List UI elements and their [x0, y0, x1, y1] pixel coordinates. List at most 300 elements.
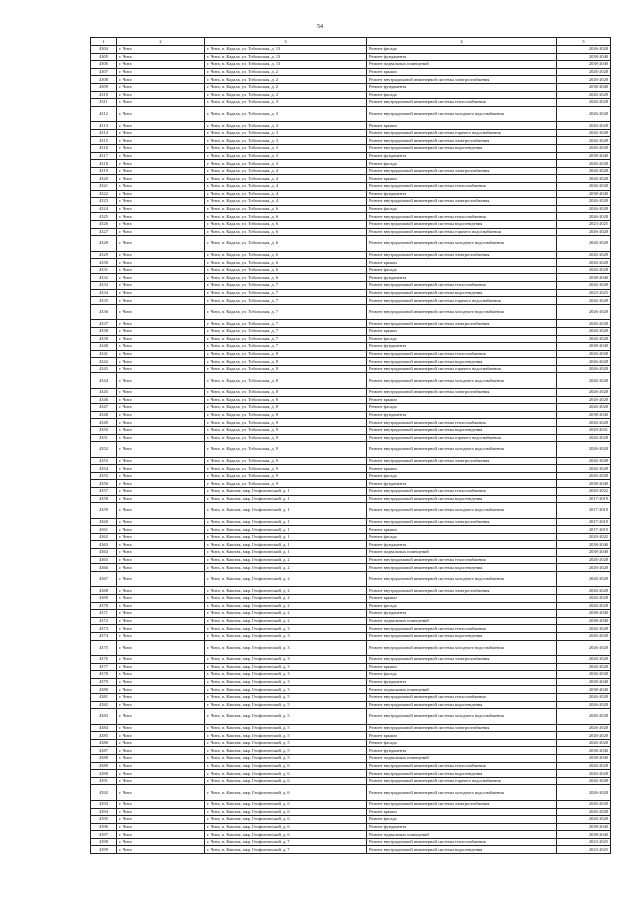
- row-number: 4309: [91, 83, 117, 91]
- address-cell: г. Чита, п. Кадала, ул. Тобольская, д. 13: [205, 46, 367, 54]
- locality-cell: г. Чита: [117, 549, 205, 557]
- locality-cell: г. Чита: [117, 175, 205, 183]
- page-number: 54: [317, 24, 323, 30]
- period-cell: 2038-2040: [557, 53, 611, 61]
- period-cell: 2026-2028: [557, 472, 611, 480]
- address-cell: г. Чита, п. Кадала, ул. Тобольская, д. 6: [205, 228, 367, 236]
- row-number: 4386: [91, 739, 117, 747]
- row-number: 4390: [91, 770, 117, 778]
- table-row: [91, 426, 611, 434]
- address-cell: г. Чита, п. Кадала, ул. Тобольская, д. 3: [205, 129, 367, 137]
- address-cell: г. Чита, п. Каштак, мкр. Геофизический, д. 1: [205, 503, 367, 519]
- work-type-cell: Ремонт фасада: [367, 266, 557, 274]
- locality-cell: г. Чита: [117, 251, 205, 259]
- locality-cell: г. Чита: [117, 220, 205, 228]
- row-number: 4364: [91, 549, 117, 557]
- locality-cell: г. Чита: [117, 358, 205, 366]
- row-number: 4324: [91, 205, 117, 213]
- table-row: [91, 213, 611, 221]
- period-cell: 2026-2028: [557, 602, 611, 610]
- row-number: 4356: [91, 480, 117, 488]
- period-cell: 2023-2025: [557, 289, 611, 297]
- row-number: 4310: [91, 91, 117, 99]
- row-number: 4388: [91, 755, 117, 763]
- row-number: 4381: [91, 693, 117, 701]
- row-number: 4399: [91, 846, 117, 854]
- table-row: [91, 129, 611, 137]
- locality-cell: г. Чита: [117, 472, 205, 480]
- locality-cell: г. Чита: [117, 617, 205, 625]
- address-cell: г. Чита, п. Каштак, мкр. Геофизический, д. 6: [205, 762, 367, 770]
- table-row: [91, 541, 611, 549]
- table-row: [91, 396, 611, 404]
- table-row: [91, 755, 611, 763]
- table-row: [91, 656, 611, 664]
- locality-cell: г. Чита: [117, 831, 205, 839]
- table-row: [91, 693, 611, 701]
- address-cell: г. Чита, п. Кадала, ул. Тобольская, д. 6: [205, 213, 367, 221]
- table-row: [91, 701, 611, 709]
- row-number: 4371: [91, 610, 117, 618]
- address-cell: г. Чита, п. Кадала, ул. Тобольская, д. 3: [205, 106, 367, 122]
- period-cell: 2038-2040: [557, 831, 611, 839]
- work-type-cell: Ремонт фасада: [367, 816, 557, 824]
- work-type-cell: Ремонт подвальных помещений: [367, 61, 557, 69]
- locality-cell: г. Чита: [117, 396, 205, 404]
- work-type-cell: Ремонт внутридомовой инженерной системы электроснабжения: [367, 518, 557, 526]
- row-number: 4391: [91, 777, 117, 785]
- period-cell: 2026-2028: [557, 762, 611, 770]
- period-cell: 2038-2040: [557, 480, 611, 488]
- address-cell: г. Чита, п. Кадала, ул. Тобольская, д. 9: [205, 465, 367, 473]
- locality-cell: г. Чита: [117, 167, 205, 175]
- locality-cell: г. Чита: [117, 602, 205, 610]
- locality-cell: г. Чита: [117, 724, 205, 732]
- address-cell: г. Чита, п. Каштак, мкр. Геофизический, д. 6: [205, 808, 367, 816]
- table-row: [91, 785, 611, 801]
- row-number: 4323: [91, 198, 117, 206]
- table-row: [91, 198, 611, 206]
- address-cell: г. Чита, п. Каштак, мкр. Геофизический, д. 7: [205, 838, 367, 846]
- row-number: 4394: [91, 808, 117, 816]
- locality-cell: г. Чита: [117, 205, 205, 213]
- table-row: [91, 404, 611, 412]
- work-type-cell: Ремонт внутридомовой инженерной системы теплоснабжения: [367, 213, 557, 221]
- locality-cell: г. Чита: [117, 106, 205, 122]
- address-cell: г. Чита, п. Кадала, ул. Тобольская, д. 6: [205, 274, 367, 282]
- locality-cell: г. Чита: [117, 434, 205, 442]
- address-cell: г. Чита, п. Кадала, ул. Тобольская, д. 6: [205, 259, 367, 267]
- table-row: [91, 251, 611, 259]
- period-cell: 2038-2040: [557, 678, 611, 686]
- table-row: [91, 122, 611, 130]
- row-number: 4327: [91, 228, 117, 236]
- table-row: [91, 152, 611, 160]
- row-number: 4346: [91, 396, 117, 404]
- locality-cell: г. Чита: [117, 564, 205, 572]
- address-cell: г. Чита, п. Кадала, ул. Тобольская, д. 9: [205, 434, 367, 442]
- period-cell: 2026-2028: [557, 724, 611, 732]
- address-cell: г. Чита, п. Каштак, мкр. Геофизический, д. 3: [205, 678, 367, 686]
- period-cell: 2026-2028: [557, 388, 611, 396]
- period-cell: 2026-2028: [557, 442, 611, 458]
- locality-cell: г. Чита: [117, 99, 205, 107]
- period-cell: 2038-2040: [557, 610, 611, 618]
- period-cell: 2017-2019: [557, 518, 611, 526]
- row-number: 4357: [91, 488, 117, 496]
- period-cell: 2026-2028: [557, 632, 611, 640]
- table-row: [91, 167, 611, 175]
- table-row: [91, 617, 611, 625]
- row-number: 4304: [91, 46, 117, 54]
- address-cell: г. Чита, п. Каштак, мкр. Геофизический, д. 5: [205, 732, 367, 740]
- work-type-cell: Ремонт фундамента: [367, 53, 557, 61]
- locality-cell: г. Чита: [117, 785, 205, 801]
- address-cell: г. Чита, п. Каштак, мкр. Геофизический, д. 3: [205, 625, 367, 633]
- address-cell: г. Чита, п. Кадала, ул. Тобольская, д. 8: [205, 396, 367, 404]
- row-number: 4344: [91, 373, 117, 389]
- period-cell: 2026-2028: [557, 160, 611, 168]
- row-number: 4382: [91, 701, 117, 709]
- work-type-cell: Ремонт фундамента: [367, 152, 557, 160]
- table-row: [91, 183, 611, 191]
- row-number: 4370: [91, 602, 117, 610]
- row-number: 4372: [91, 617, 117, 625]
- table-row: [91, 846, 611, 854]
- work-type-cell: Ремонт фасада: [367, 404, 557, 412]
- locality-cell: г. Чита: [117, 289, 205, 297]
- table-row: [91, 526, 611, 534]
- locality-cell: г. Чита: [117, 571, 205, 587]
- locality-cell: г. Чита: [117, 365, 205, 373]
- address-cell: г. Чита, п. Кадала, ул. Тобольская, д. 8: [205, 365, 367, 373]
- period-cell: 2026-2028: [557, 556, 611, 564]
- address-cell: г. Чита, п. Кадала, ул. Тобольская, д. 4: [205, 198, 367, 206]
- locality-cell: г. Чита: [117, 388, 205, 396]
- row-number: 4314: [91, 129, 117, 137]
- period-cell: 2026-2028: [557, 251, 611, 259]
- address-cell: г. Чита, п. Каштак, мкр. Геофизический, д. 6: [205, 777, 367, 785]
- address-cell: г. Чита, п. Кадала, ул. Тобольская, д. 3: [205, 122, 367, 130]
- period-cell: 2026-2028: [557, 739, 611, 747]
- work-type-cell: Ремонт внутридомовой инженерной системы электроснабжения: [367, 800, 557, 808]
- table-row: [91, 442, 611, 458]
- column-header: 2: [117, 38, 205, 46]
- work-type-cell: Ремонт внутридомовой инженерной системы водоотведения: [367, 358, 557, 366]
- row-number: 4355: [91, 472, 117, 480]
- row-number: 4343: [91, 365, 117, 373]
- work-type-cell: Ремонт внутридомовой инженерной системы холодного водоснабжения: [367, 442, 557, 458]
- locality-cell: г. Чита: [117, 320, 205, 328]
- table-row: [91, 777, 611, 785]
- table-row: [91, 304, 611, 320]
- locality-cell: г. Чита: [117, 709, 205, 725]
- row-number: 4337: [91, 320, 117, 328]
- period-cell: 2026-2028: [557, 434, 611, 442]
- table-row: [91, 518, 611, 526]
- locality-cell: г. Чита: [117, 625, 205, 633]
- work-type-cell: Ремонт фасада: [367, 335, 557, 343]
- table-row: [91, 434, 611, 442]
- table-row: [91, 145, 611, 153]
- locality-cell: г. Чита: [117, 160, 205, 168]
- row-number: 4336: [91, 304, 117, 320]
- address-cell: г. Чита, п. Каштак, мкр. Геофизический, д. 1: [205, 518, 367, 526]
- work-type-cell: Ремонт крыши: [367, 327, 557, 335]
- address-cell: г. Чита, п. Кадала, ул. Тобольская, д. 7: [205, 282, 367, 290]
- address-cell: г. Чита, п. Кадала, ул. Тобольская, д. 7: [205, 327, 367, 335]
- period-cell: 2026-2028: [557, 167, 611, 175]
- address-cell: г. Чита, п. Кадала, ул. Тобольская, д. 8: [205, 358, 367, 366]
- row-number: 4317: [91, 152, 117, 160]
- table-row: [91, 602, 611, 610]
- row-number: 4354: [91, 465, 117, 473]
- locality-cell: г. Чита: [117, 755, 205, 763]
- locality-cell: г. Чита: [117, 480, 205, 488]
- period-cell: 2038-2040: [557, 411, 611, 419]
- table-row: [91, 709, 611, 725]
- row-number: 4311: [91, 99, 117, 107]
- table-row: [91, 343, 611, 351]
- locality-cell: г. Чита: [117, 457, 205, 465]
- address-cell: г. Чита, п. Каштак, мкр. Геофизический, д. 6: [205, 800, 367, 808]
- period-cell: 2026-2028: [557, 99, 611, 107]
- table-row: [91, 228, 611, 236]
- locality-cell: г. Чита: [117, 678, 205, 686]
- period-cell: 2026-2028: [557, 663, 611, 671]
- work-type-cell: Ремонт внутридомовой инженерной системы холодного водоснабжения: [367, 373, 557, 389]
- work-type-cell: Ремонт внутридомовой инженерной системы электроснабжения: [367, 251, 557, 259]
- row-number: 4335: [91, 297, 117, 305]
- row-number: 4315: [91, 137, 117, 145]
- period-cell: 2026-2028: [557, 46, 611, 54]
- work-type-cell: Ремонт крыши: [367, 175, 557, 183]
- row-number: 4387: [91, 747, 117, 755]
- row-number: 4306: [91, 61, 117, 69]
- locality-cell: г. Чита: [117, 610, 205, 618]
- address-cell: г. Чита, п. Кадала, ул. Тобольская, д. 3: [205, 160, 367, 168]
- locality-cell: г. Чита: [117, 693, 205, 701]
- period-cell: 2026-2028: [557, 709, 611, 725]
- work-type-cell: Ремонт фасада: [367, 602, 557, 610]
- locality-cell: г. Чита: [117, 335, 205, 343]
- table-row: [91, 625, 611, 633]
- table-row: [91, 663, 611, 671]
- work-type-cell: Ремонт внутридомовой инженерной системы электроснабжения: [367, 320, 557, 328]
- address-cell: г. Чита, п. Каштак, мкр. Геофизический, д. 6: [205, 770, 367, 778]
- table-row: [91, 320, 611, 328]
- row-number: 4367: [91, 571, 117, 587]
- period-cell: 2038-2040: [557, 61, 611, 69]
- period-cell: 2026-2028: [557, 732, 611, 740]
- work-type-cell: Ремонт внутридомовой инженерной системы водоотведения: [367, 426, 557, 434]
- work-type-cell: Ремонт подвальных помещений: [367, 831, 557, 839]
- address-cell: г. Чита, п. Каштак, мкр. Геофизический, д. 2: [205, 602, 367, 610]
- row-number: 4351: [91, 434, 117, 442]
- table-row: [91, 549, 611, 557]
- locality-cell: г. Чита: [117, 800, 205, 808]
- address-cell: г. Чита, п. Кадала, ул. Тобольская, д. 4: [205, 175, 367, 183]
- row-number: 4361: [91, 526, 117, 534]
- table-row: [91, 236, 611, 252]
- period-cell: 2026-2028: [557, 816, 611, 824]
- period-cell: 2026-2028: [557, 457, 611, 465]
- table-row: [91, 350, 611, 358]
- period-cell: 2026-2028: [557, 91, 611, 99]
- address-cell: г. Чита, п. Кадала, ул. Тобольская, д. 4: [205, 167, 367, 175]
- locality-cell: г. Чита: [117, 663, 205, 671]
- address-cell: г. Чита, п. Кадала, ул. Тобольская, д. 9: [205, 426, 367, 434]
- period-cell: 2026-2028: [557, 358, 611, 366]
- locality-cell: г. Чита: [117, 68, 205, 76]
- row-number: 4348: [91, 411, 117, 419]
- table-row: [91, 297, 611, 305]
- locality-cell: г. Чита: [117, 747, 205, 755]
- period-cell: 2023-2025: [557, 846, 611, 854]
- period-cell: 2026-2028: [557, 259, 611, 267]
- locality-cell: г. Чита: [117, 282, 205, 290]
- work-type-cell: Ремонт фундамента: [367, 678, 557, 686]
- period-cell: 2026-2028: [557, 175, 611, 183]
- row-number: 4383: [91, 709, 117, 725]
- address-cell: г. Чита, п. Каштак, мкр. Геофизический, д. 3: [205, 640, 367, 656]
- period-cell: 2038-2040: [557, 823, 611, 831]
- table-body: [91, 46, 611, 854]
- row-number: 4308: [91, 76, 117, 84]
- work-type-cell: Ремонт внутридомовой инженерной системы электроснабжения: [367, 587, 557, 595]
- work-type-cell: Ремонт внутридомовой инженерной системы теплоснабжения: [367, 183, 557, 191]
- address-cell: г. Чита, п. Кадала, ул. Тобольская, д. 7: [205, 320, 367, 328]
- table-row: [91, 610, 611, 618]
- address-cell: г. Чита, п. Каштак, мкр. Геофизический, д. 2: [205, 556, 367, 564]
- work-type-cell: Ремонт внутридомовой инженерной системы теплоснабжения: [367, 762, 557, 770]
- row-number: 4380: [91, 686, 117, 694]
- period-cell: 2026-2028: [557, 327, 611, 335]
- work-type-cell: Ремонт фундамента: [367, 411, 557, 419]
- address-cell: г. Чита, п. Кадала, ул. Тобольская, д. 7: [205, 297, 367, 305]
- locality-cell: г. Чита: [117, 594, 205, 602]
- address-cell: г. Чита, п. Каштак, мкр. Геофизический, д. 5: [205, 724, 367, 732]
- row-number: 4349: [91, 419, 117, 427]
- register-table: [90, 37, 611, 854]
- row-number: 4316: [91, 145, 117, 153]
- table-row: [91, 388, 611, 396]
- work-type-cell: Ремонт внутридомовой инженерной системы электроснабжения: [367, 76, 557, 84]
- work-type-cell: Ремонт крыши: [367, 663, 557, 671]
- row-number: 4353: [91, 457, 117, 465]
- table-row: [91, 274, 611, 282]
- address-cell: г. Чита, п. Каштак, мкр. Геофизический, д. 2: [205, 610, 367, 618]
- row-number: 4307: [91, 68, 117, 76]
- locality-cell: г. Чита: [117, 701, 205, 709]
- row-number: 4392: [91, 785, 117, 801]
- period-cell: 2023-2025: [557, 220, 611, 228]
- work-type-cell: Ремонт внутридомовой инженерной системы холодного водоснабжения: [367, 640, 557, 656]
- work-type-cell: Ремонт внутридомовой инженерной системы теплоснабжения: [367, 488, 557, 496]
- address-cell: г. Чита, п. Каштак, мкр. Геофизический, д. 1: [205, 495, 367, 503]
- work-type-cell: Ремонт крыши: [367, 808, 557, 816]
- period-cell: 2026-2028: [557, 106, 611, 122]
- row-number: 4330: [91, 259, 117, 267]
- work-type-cell: Ремонт внутридомовой инженерной системы водоотведения: [367, 564, 557, 572]
- period-cell: 2026-2028: [557, 419, 611, 427]
- column-header: 4: [367, 38, 557, 46]
- row-number: 4368: [91, 587, 117, 595]
- table-row: [91, 632, 611, 640]
- period-cell: 2026-2028: [557, 564, 611, 572]
- work-type-cell: Ремонт внутридомовой инженерной системы теплоснабжения: [367, 693, 557, 701]
- row-number: 4331: [91, 266, 117, 274]
- period-cell: 2038-2040: [557, 541, 611, 549]
- period-cell: 2026-2028: [557, 76, 611, 84]
- address-cell: г. Чита, п. Каштак, мкр. Геофизический, д. 3: [205, 632, 367, 640]
- address-cell: г. Чита, п. Каштак, мкр. Геофизический, д. 5: [205, 747, 367, 755]
- period-cell: 2020-2022: [557, 488, 611, 496]
- period-cell: 2026-2028: [557, 282, 611, 290]
- row-number: 4347: [91, 404, 117, 412]
- period-cell: 2026-2028: [557, 785, 611, 801]
- address-cell: г. Чита, п. Кадала, ул. Тобольская, д. 3: [205, 152, 367, 160]
- table-row: [91, 640, 611, 656]
- table-row: [91, 762, 611, 770]
- locality-cell: г. Чита: [117, 426, 205, 434]
- row-number: 4312: [91, 106, 117, 122]
- address-cell: г. Чита, п. Каштак, мкр. Геофизический, д. 3: [205, 663, 367, 671]
- period-cell: 2029-2031: [557, 426, 611, 434]
- locality-cell: г. Чита: [117, 411, 205, 419]
- locality-cell: г. Чита: [117, 274, 205, 282]
- row-number: 4329: [91, 251, 117, 259]
- work-type-cell: Ремонт крыши: [367, 259, 557, 267]
- table-row: [91, 472, 611, 480]
- address-cell: г. Чита, п. Кадала, ул. Тобольская, д. 7: [205, 335, 367, 343]
- table-row: [91, 831, 611, 839]
- period-cell: 2026-2028: [557, 800, 611, 808]
- table-row: [91, 495, 611, 503]
- work-type-cell: Ремонт внутридомовой инженерной системы водоотведения: [367, 145, 557, 153]
- work-type-cell: Ремонт фасада: [367, 533, 557, 541]
- work-type-cell: Ремонт крыши: [367, 68, 557, 76]
- table-row: [91, 503, 611, 519]
- locality-cell: г. Чита: [117, 53, 205, 61]
- locality-cell: г. Чита: [117, 373, 205, 389]
- row-number: 4321: [91, 183, 117, 191]
- work-type-cell: Ремонт внутридомовой инженерной системы электроснабжения: [367, 137, 557, 145]
- table-row: [91, 678, 611, 686]
- period-cell: 2026-2028: [557, 205, 611, 213]
- period-cell: 2026-2028: [557, 701, 611, 709]
- address-cell: г. Чита, п. Каштак, мкр. Геофизический, д. 2: [205, 564, 367, 572]
- locality-cell: г. Чита: [117, 304, 205, 320]
- work-type-cell: Ремонт крыши: [367, 526, 557, 534]
- period-cell: 2026-2028: [557, 365, 611, 373]
- table-row: [91, 282, 611, 290]
- address-cell: г. Чита, п. Кадала, ул. Тобольская, д. 7: [205, 289, 367, 297]
- table-row: [91, 358, 611, 366]
- work-type-cell: Ремонт внутридомовой инженерной системы теплоснабжения: [367, 838, 557, 846]
- address-cell: г. Чита, п. Каштак, мкр. Геофизический, д. 7: [205, 846, 367, 854]
- period-cell: 2026-2028: [557, 335, 611, 343]
- work-type-cell: Ремонт внутридомовой инженерной системы холодного водоснабжения: [367, 503, 557, 519]
- address-cell: г. Чита, п. Кадала, ул. Тобольская, д. 7: [205, 343, 367, 351]
- row-number: 4339: [91, 335, 117, 343]
- locality-cell: г. Чита: [117, 129, 205, 137]
- address-cell: г. Чита, п. Кадала, ул. Тобольская, д. 2: [205, 76, 367, 84]
- address-cell: г. Чита, п. Кадала, ул. Тобольская, д. 6: [205, 251, 367, 259]
- period-cell: 2017-2019: [557, 503, 611, 519]
- period-cell: 2038-2040: [557, 755, 611, 763]
- work-type-cell: Ремонт крыши: [367, 465, 557, 473]
